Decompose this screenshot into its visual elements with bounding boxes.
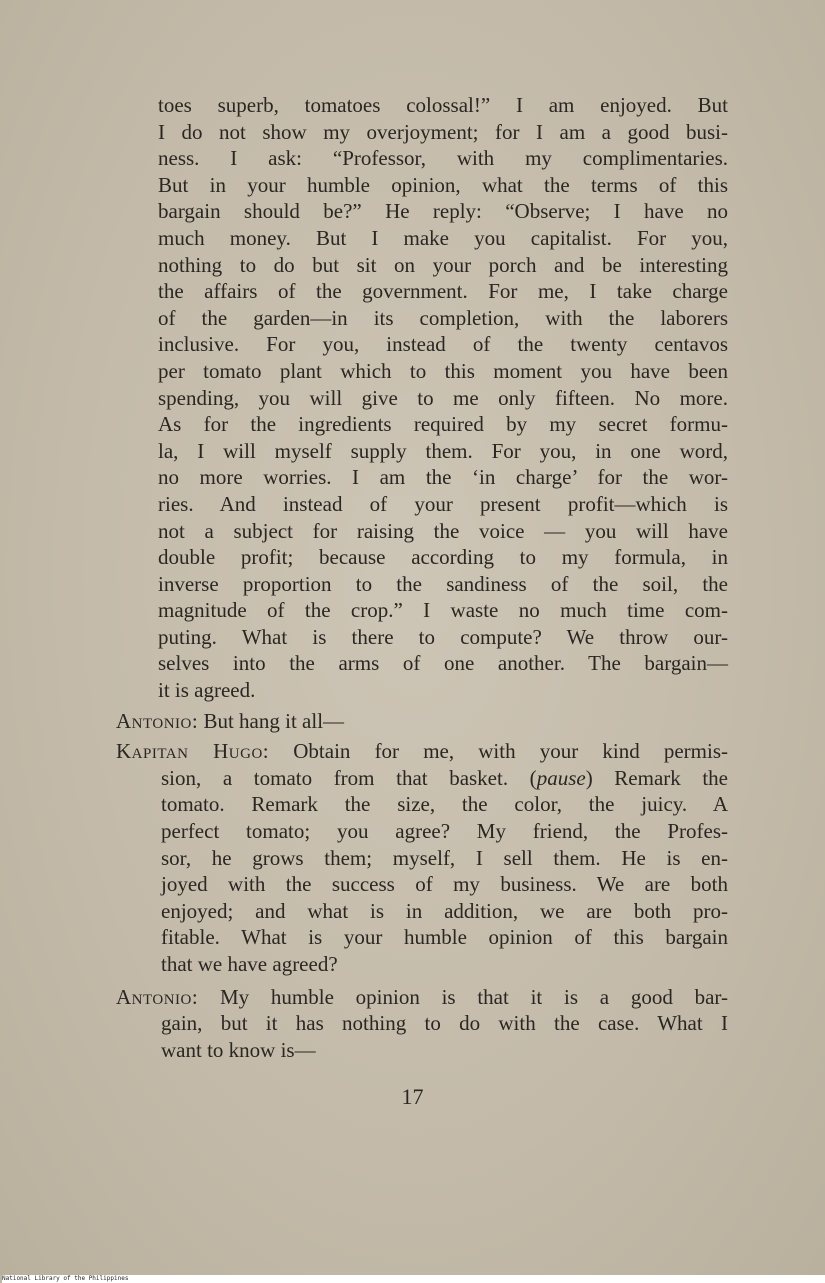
text-line: of the garden—in its completion, with the laborers — [158, 305, 728, 330]
dialogue-text: My humble opinion is that it is a good bar- — [219, 984, 729, 1009]
text-line: inclusive. For you, instead of the twenty centavos — [158, 332, 728, 357]
text-line: enjoyed; and what is in addition, we are both pro- — [161, 898, 728, 923]
text-line: spending, you will give to me only fifteen. No more. — [158, 385, 728, 410]
text-line: sor, he grows them; myself, I sell them. He is en- — [161, 845, 728, 870]
speaker-name: Kapitan Hugo: — [116, 739, 270, 764]
page-number: 17 — [401, 1084, 424, 1109]
text-line: ries. And instead of your present profit—which is — [158, 491, 728, 516]
text-line: magnitude of the crop.” I waste no much time com- — [158, 598, 728, 623]
text-line: per tomato plant which to this moment you have been — [158, 358, 728, 383]
text-line: that we have agreed? — [161, 952, 338, 976]
text-line: joyed with the success of my business. We are both — [161, 872, 728, 897]
text-line: want to know is— — [161, 1037, 316, 1062]
footer-credit: National Library of the Philippines — [2, 1275, 825, 1283]
text-line: ness. I ask: “Professor, with my complimentaries. — [158, 146, 728, 171]
text-line: double profit; because according to my formula, in — [158, 545, 728, 570]
text-column — [116, 92, 728, 1063]
dialogue-antonio-1 — [116, 708, 728, 735]
text-line: much money. But I make you capitalist. For you, — [158, 225, 728, 250]
text-line: nothing to do but sit on your porch and be interesting — [158, 252, 728, 277]
text-line: fitable. What is your humble opinion of this bargain — [161, 925, 728, 950]
text-line: inverse proportion to the sandiness of the soil, the — [158, 571, 728, 596]
stage-direction: pause — [536, 765, 586, 790]
speaker-name: Antonio: — [116, 708, 199, 733]
text-line: no more worries. I am the ‘in charge’ for the wor- — [158, 465, 728, 490]
speaker-name: Antonio: — [116, 984, 199, 1009]
text-line: selves into the arms of one another. The bargain— — [158, 651, 728, 676]
text-line: As for the ingredients required by my secret formu- — [158, 412, 728, 437]
text-line: But in your humble opinion, what the terms of this — [158, 172, 728, 197]
dialogue-antonio-2 — [116, 984, 728, 1064]
dialogue-kapitan-hugo — [116, 738, 728, 977]
dialogue-text: Obtain for me, with your kind permis- — [293, 739, 729, 764]
text-line: perfect tomato; you agree? My friend, the Profes- — [161, 819, 728, 844]
text-line: toes superb, tomatoes colossal!” I am enjoyed. But — [158, 93, 728, 117]
text-line: it is agreed. — [158, 678, 256, 703]
text-line: la, I will myself supply them. For you, in one word, — [158, 438, 728, 463]
text-line: bargain should be?” He reply: “Observe; I have no — [158, 199, 728, 224]
text-line: the affairs of the government. For me, I take charge — [158, 279, 728, 304]
text-line: not a subject for raising the voice — you will have — [158, 518, 728, 543]
dialogue-line: sion, a tomato from that basket. (pause) Remark the — [161, 765, 729, 790]
dialogue-text: But hang it all— — [203, 708, 345, 733]
text-line: tomato. Remark the size, the color, the juicy. A — [161, 792, 728, 817]
text-line: puting. What is there to compute? We throw our- — [158, 624, 728, 649]
continued-speech — [116, 92, 728, 704]
text-line: gain, but it has nothing to do with the case. What I — [161, 1011, 728, 1036]
text-line: I do not show my overjoyment; for I am a good busi- — [158, 119, 728, 144]
